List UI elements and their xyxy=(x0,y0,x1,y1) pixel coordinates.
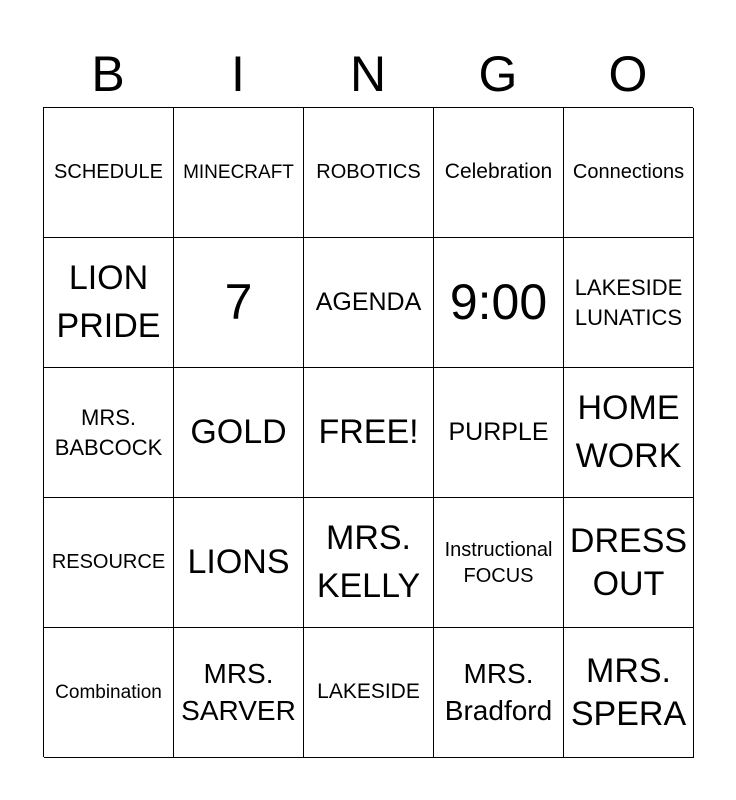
cell-label: ROBOTICS xyxy=(316,161,421,183)
bingo-cell[interactable] xyxy=(564,108,694,238)
bingo-cell[interactable] xyxy=(434,368,564,498)
cell-label: GOLD xyxy=(190,412,287,451)
bingo-cell[interactable] xyxy=(44,108,174,238)
cell-label: AGENDA xyxy=(315,288,422,317)
header-letter-b: B xyxy=(91,46,125,102)
cell-label: 7 xyxy=(224,273,253,330)
bingo-cell[interactable] xyxy=(44,238,174,368)
bingo-cell[interactable] xyxy=(44,368,174,498)
cell-label: FREE! xyxy=(318,412,419,451)
bingo-cell[interactable] xyxy=(174,498,304,628)
bingo-card-grid xyxy=(43,107,693,757)
cell-label: SCHEDULE xyxy=(54,161,163,183)
cell-label: Celebration xyxy=(444,160,553,184)
cell-label: Instructional FOCUS xyxy=(444,538,553,587)
header-letter-n: N xyxy=(349,46,387,102)
cell-label: DRESS OUT xyxy=(569,522,688,603)
header-letter-i: I xyxy=(231,46,245,102)
bingo-cell[interactable] xyxy=(564,368,694,498)
bingo-cell[interactable] xyxy=(434,628,564,758)
cell-label: HOME WORK xyxy=(575,388,682,475)
cell-label: LIONS xyxy=(187,542,290,581)
bingo-cell[interactable] xyxy=(44,628,174,758)
bingo-cell[interactable] xyxy=(564,628,694,758)
bingo-cell[interactable] xyxy=(44,498,174,628)
header-letter-g: G xyxy=(478,46,518,102)
bingo-cell[interactable] xyxy=(434,238,564,368)
bingo-cell[interactable] xyxy=(434,108,564,238)
cell-label: Connections xyxy=(572,161,685,183)
bingo-cell[interactable] xyxy=(304,498,434,628)
cell-label: MRS. Bradford xyxy=(444,658,553,726)
cell-label: Combination xyxy=(55,681,162,703)
bingo-header xyxy=(43,40,693,108)
cell-label: LAKESIDE LUNATICS xyxy=(574,274,683,330)
bingo-cell-free[interactable] xyxy=(304,368,434,498)
bingo-cell[interactable] xyxy=(304,628,434,758)
cell-label: LAKESIDE xyxy=(317,680,420,704)
cell-label: MRS. KELLY xyxy=(316,518,421,605)
cell-label: MRS. BABCOCK xyxy=(54,404,163,460)
cell-label: RESOURCE xyxy=(51,551,166,573)
bingo-cell[interactable] xyxy=(174,108,304,238)
bingo-cell[interactable] xyxy=(304,238,434,368)
bingo-cell[interactable] xyxy=(174,628,304,758)
cell-label: MRS. SPERA xyxy=(570,652,687,733)
cell-label: LION PRIDE xyxy=(56,258,161,345)
cell-label: 9:00 xyxy=(449,273,548,330)
cell-label: MRS. SARVER xyxy=(181,658,296,726)
bingo-cell[interactable] xyxy=(304,108,434,238)
bingo-cell[interactable] xyxy=(174,238,304,368)
cell-label: MINECRAFT xyxy=(183,161,294,183)
header-letter-o: O xyxy=(608,46,648,102)
bingo-cell[interactable] xyxy=(174,368,304,498)
bingo-cell[interactable] xyxy=(564,238,694,368)
bingo-cell[interactable] xyxy=(564,498,694,628)
bingo-cell[interactable] xyxy=(434,498,564,628)
cell-label: PURPLE xyxy=(448,418,549,447)
